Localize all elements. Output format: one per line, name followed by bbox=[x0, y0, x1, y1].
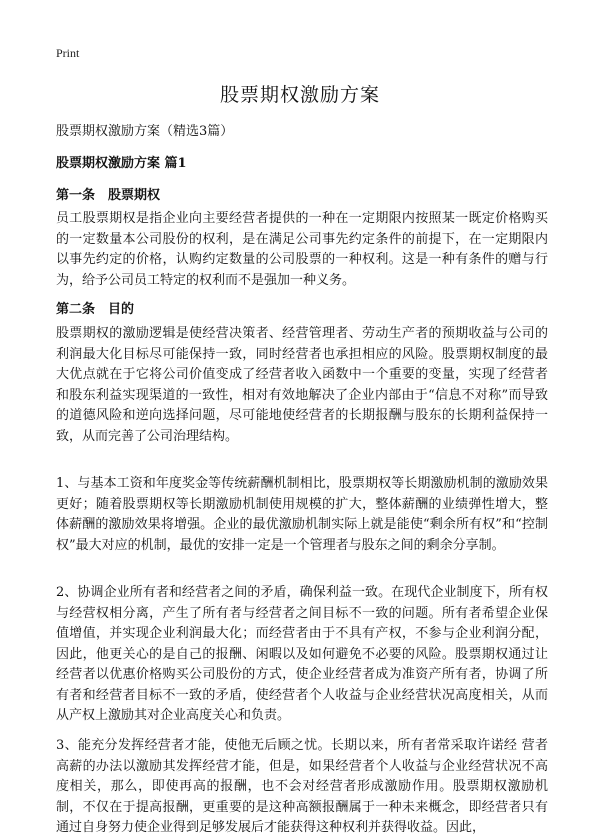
document-title: 股票期权激励方案 bbox=[219, 84, 380, 106]
print-label: Print bbox=[56, 46, 80, 60]
document-subtitle: 股票期权激励方案（精选3篇） bbox=[56, 124, 234, 139]
section-heading: 股票期权激励方案 篇1 bbox=[56, 156, 187, 171]
article-2-paragraph: 股票期权的激励逻辑是使经营决策者、经营管理者、劳动生产者的预期收益与公司的利润最大化目标尽可能保持一致，同时经营者也承担相应的风险。股票期权制度的最大优点就在于它将公司价值变成了经营者收入函数中一个重要的变量，实现了经营者和股东利益实现渠道的一致性，相对有效地解决了企业内部由于“信息不对称”而导致的道德风险和逆向选择问题，尽可能地使经营者的长期报酬与股东的长期利益保持一致，从而完善了公司治理结构。 bbox=[56, 326, 548, 444]
article-2-paragraph: 1、与基本工资和年度奖金等传统薪酬机制相比，股票期权等长期激励机制的激励效果更好；随着股票期权等长期激励机制使用规模的扩大，整体薪酬的业绩弹性增大，整体薪酬的激励效果将增强。企业的最优激励机制实际上就是能使“剩余所有权”和“控制权”最大对应的机制，最优的安排一定是一个管理者与股东之间的剩余分享制。 bbox=[56, 476, 548, 553]
article-2-paragraph: 2、协调企业所有者和经营者之间的矛盾，确保利益一致。在现代企业制度下，所有权与经营权相分离，产生了所有者与经营者之间目标不一致的问题。所有者希望企业保值增值，并实现企业利润最大化；而经营者由于不具有产权，不参与企业利润分配，因此，他更关心的是自己的报酬、闲暇以及如何避免不必要的风险。股票期权通过让经营者以优惠价格购买公司股份的方式，使企业经营者成为准资产所有者，协调了所有者和经营者目标不一致的矛盾，使经营者个人收益与企业经营状况高度相关，从而从产权上激励其对企业高度关心和负责。 bbox=[56, 585, 548, 723]
article-2-paragraph: 3、能充分发挥经营者才能，使他无后顾之忧。长期以来，所有者常采取许诺经 营者高薪的办法以激励其发挥经营才能，但是，如果经营者个人收益与企业经营状况不高度相关，那么，即使再高的报酬，也不会对经营者形成激励作用。股票期权激励机制，不仅在于提高报酬，更重要的是这种高额报酬属于一种未来概念，即经营者只有通过自身努力使企业得到足够发展后才能获得这种权利并获得收益。因此， bbox=[56, 738, 548, 835]
article-1-body: 员工股票期权是指企业向主要经营者提供的一种在一定期限内按照某一既定价格购买的一定数量本公司股份的权利，是在满足公司事先约定条件的前提下，在一定期限内以事先约定的价格，认购约定数量的公司股票的一种权利。这是一种有条件的赠与行为，给予公司员工特定的权利而不是强加一种义务。 bbox=[56, 211, 548, 288]
article-1-heading: 第一条 股票期权 bbox=[56, 188, 161, 203]
article-2-heading: 第二条 目的 bbox=[56, 302, 135, 317]
